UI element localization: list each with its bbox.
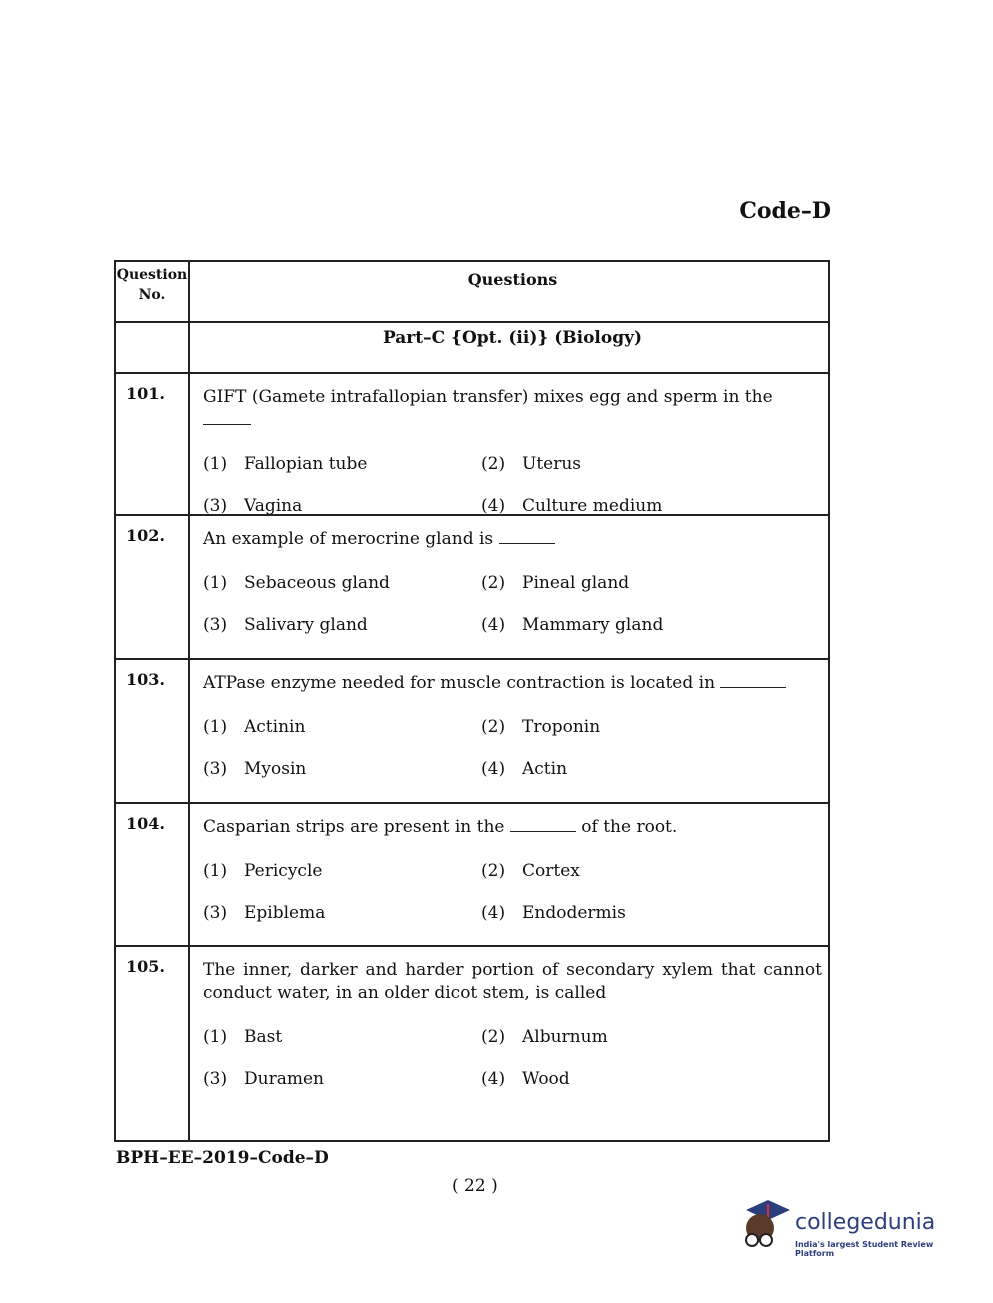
option-text: Alburnum	[522, 1027, 608, 1047]
option-text: Actin	[522, 759, 568, 779]
question-row	[116, 660, 828, 804]
options-grid	[203, 573, 822, 635]
question-text-span: GIFT (Gamete intrafallopian transfer) mixes egg and sperm in the	[203, 387, 773, 407]
option	[481, 759, 822, 779]
option-number: (3)	[203, 1069, 228, 1089]
option-number: (2)	[481, 717, 506, 737]
mascot-icon	[738, 1196, 794, 1258]
answer-blank	[499, 542, 555, 544]
option-number: (1)	[203, 573, 228, 593]
question-body	[190, 804, 828, 945]
option-text: Pineal gland	[522, 573, 630, 593]
option	[203, 903, 481, 923]
option-text: Fallopian tube	[244, 454, 368, 474]
brand-name: collegedunia	[795, 1210, 936, 1235]
option-text: Culture medium	[522, 496, 663, 516]
option	[481, 1069, 822, 1089]
question-row	[116, 804, 828, 947]
question-text-before: Casparian strips are present in the	[203, 817, 505, 837]
option	[203, 496, 481, 516]
option	[203, 861, 481, 881]
options-grid	[203, 717, 822, 779]
footer-code: BPH–EE–2019–Code–D	[116, 1148, 329, 1168]
question-number: 101.	[116, 374, 190, 514]
option	[203, 573, 481, 593]
option	[481, 454, 822, 474]
question-body	[190, 660, 828, 802]
part-row-empty-cell	[116, 323, 190, 372]
option-text: Bast	[244, 1027, 283, 1047]
option-text: Epiblema	[244, 903, 326, 923]
question-text: The inner, darker and harder portion of secondary xylem that cannot conduct water, in an older dicot stem, is called	[203, 960, 822, 1003]
collegedunia-logo	[738, 1196, 968, 1258]
option	[203, 615, 481, 635]
question-text-after: of the root.	[581, 817, 678, 837]
option	[481, 573, 822, 593]
question-text	[203, 672, 822, 695]
option-number: (2)	[481, 454, 506, 474]
part-row	[116, 323, 828, 374]
options-grid	[203, 454, 822, 516]
question-text	[203, 528, 822, 551]
question-body	[190, 516, 828, 658]
question-number: 102.	[116, 516, 190, 658]
option-number: (3)	[203, 496, 228, 516]
option-number: (2)	[481, 861, 506, 881]
option	[481, 903, 822, 923]
option-number: (1)	[203, 717, 228, 737]
option-text: Pericycle	[244, 861, 323, 881]
question-body	[190, 947, 828, 1140]
page-number: ( 22 )	[452, 1176, 498, 1196]
option-text: Endodermis	[522, 903, 626, 923]
option-number: (3)	[203, 759, 228, 779]
option-text: Cortex	[522, 861, 580, 881]
options-grid	[203, 861, 822, 923]
option-number: (1)	[203, 454, 228, 474]
question-number: 103.	[116, 660, 190, 802]
option	[203, 717, 481, 737]
option-text: Uterus	[522, 454, 582, 474]
brand-tagline: India's largest Student Review Platform	[795, 1240, 934, 1258]
question-text	[203, 386, 822, 432]
option	[481, 861, 822, 881]
option-text: Vagina	[244, 496, 303, 516]
question-body	[190, 374, 828, 514]
part-title: Part–C {Opt. (ii)} (Biology)	[382, 328, 643, 348]
option-text: Mammary gland	[522, 615, 664, 635]
question-number: 105.	[116, 947, 190, 1140]
option	[481, 717, 822, 737]
option-text: Sebaceous gland	[244, 573, 390, 593]
question-no-header	[116, 262, 190, 321]
option-text: Duramen	[244, 1069, 324, 1089]
table-header-row	[116, 262, 828, 323]
option-number: (1)	[203, 861, 228, 881]
option-number: (3)	[203, 903, 228, 923]
option-number: (1)	[203, 1027, 228, 1047]
answer-blank	[720, 686, 786, 688]
answer-blank	[510, 830, 576, 832]
option-text: Myosin	[244, 759, 307, 779]
option	[203, 454, 481, 474]
code-label: Code–D	[739, 198, 831, 224]
answer-blank	[203, 423, 251, 425]
option	[203, 1069, 481, 1089]
option-text: Actinin	[244, 717, 306, 737]
option	[481, 615, 822, 635]
questions-table	[114, 260, 830, 1142]
option-number: (4)	[481, 903, 506, 923]
question-row	[116, 947, 828, 1140]
option-text: Salivary gland	[244, 615, 368, 635]
questions-header: Questions	[467, 270, 558, 289]
option	[481, 496, 822, 516]
option	[481, 1027, 822, 1047]
option-number: (4)	[481, 759, 506, 779]
option-number: (4)	[481, 1069, 506, 1089]
option	[203, 759, 481, 779]
question-row	[116, 516, 828, 660]
question-row	[116, 374, 828, 516]
question-no-header-line2: No.	[138, 287, 166, 303]
option	[203, 1027, 481, 1047]
question-no-header-line1: Question	[116, 267, 188, 283]
option-number: (4)	[481, 496, 506, 516]
option-number: (4)	[481, 615, 506, 635]
question-text	[203, 816, 822, 839]
question-number: 104.	[116, 804, 190, 945]
option-text: Troponin	[522, 717, 601, 737]
option-text: Wood	[522, 1069, 570, 1089]
options-grid	[203, 1027, 822, 1089]
question-text-span: An example of merocrine gland is	[203, 529, 494, 549]
option-number: (2)	[481, 1027, 506, 1047]
option-number: (3)	[203, 615, 228, 635]
option-number: (2)	[481, 573, 506, 593]
question-text-span: ATPase enzyme needed for muscle contraction is located in	[203, 673, 716, 693]
